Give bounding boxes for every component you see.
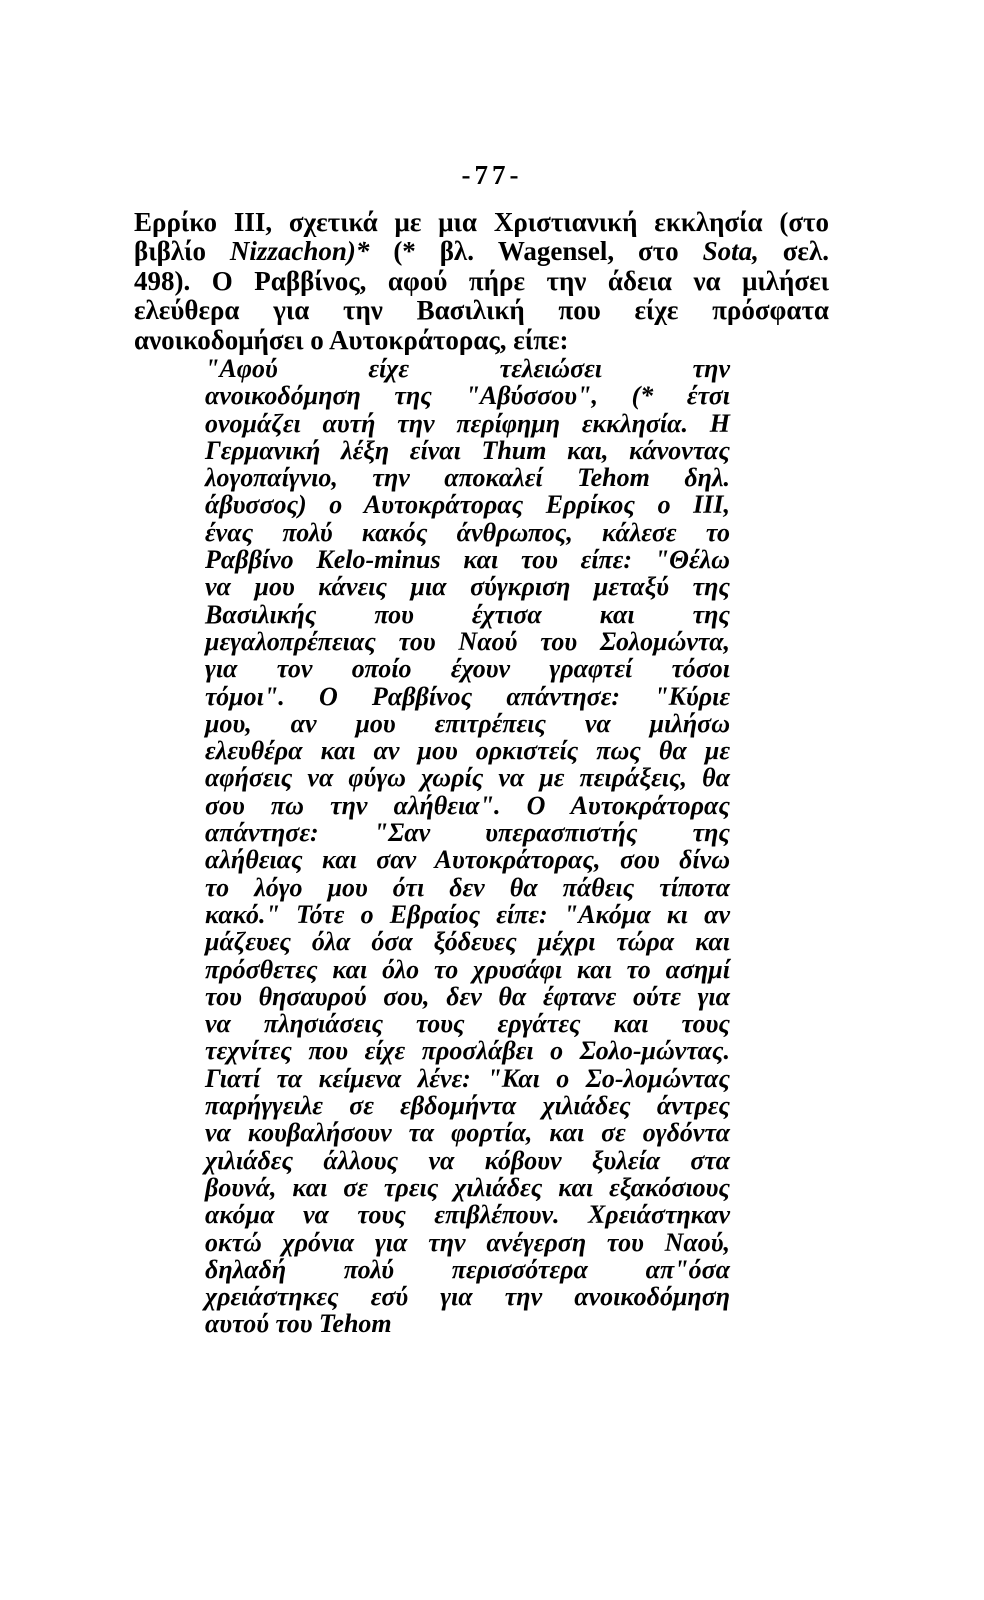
text-run: ανοικοδομήσει ο Αυτοκράτορας, είπε: xyxy=(134,324,569,355)
quote-line xyxy=(205,546,730,573)
quote-line xyxy=(205,1256,730,1283)
intro-line xyxy=(134,267,829,296)
quote-line xyxy=(205,437,730,464)
quote-line xyxy=(205,573,730,600)
text-run: Γερμανική λέξη είναι Thum και, κάνοντας xyxy=(205,435,730,465)
quote-line xyxy=(205,491,730,518)
text-run: αλήθειας και σαν Αυτοκράτορας, σου δίνω xyxy=(205,845,730,875)
quote-line xyxy=(205,983,730,1010)
text-run: πρόσθετες και όλο το χρυσάφι και το ασημί xyxy=(205,954,730,984)
quote-line xyxy=(205,1119,730,1146)
text-run: ανοικοδόμηση της "Αβύσσου", (* έτσι xyxy=(205,381,730,411)
text-run: βουνά, και σε τρεις χιλιάδες και εξακόσιους xyxy=(205,1172,730,1202)
quote-line xyxy=(205,819,730,846)
text-run: κακό." Τότε ο Εβραίος είπε: "Ακόμα κι αν xyxy=(205,899,730,929)
text-run: απάντησε: "Σαν υπερασπιστής της xyxy=(205,818,730,848)
quote-line xyxy=(205,1092,730,1119)
intro-line xyxy=(134,326,829,355)
text-run: σελ. xyxy=(758,236,829,267)
quote-line xyxy=(205,1229,730,1256)
quote-line xyxy=(205,1201,730,1228)
text-run: του θησαυρού σου, δεν θα έφτανε ούτε για xyxy=(205,981,730,1011)
quote-line xyxy=(205,956,730,983)
text-run: αφήσεις να φύγω χωρίς να με πειράξεις, θα xyxy=(205,763,730,793)
quoted-passage xyxy=(205,355,730,1338)
text-run: τεχνίτες που είχε προσλάβει ο Σολο-μώντας. xyxy=(205,1036,730,1066)
text-run: να μου κάνεις μια σύγκριση μεταξύ της xyxy=(205,572,730,602)
quote-line xyxy=(205,710,730,737)
quote-line xyxy=(205,1310,730,1337)
text-run: Ραββίνο Kelo-minus και του είπε: "Θέλω xyxy=(205,545,730,575)
quote-line xyxy=(205,792,730,819)
quote-line xyxy=(205,601,730,628)
quote-line xyxy=(205,683,730,710)
text-run: οκτώ χρόνια για την ανέγερση του Ναού, xyxy=(205,1227,730,1257)
text-run: 498). Ο Ραββίνος, αφού πήρε την άδεια να μιλήσει xyxy=(134,265,829,296)
text-run: χρειάστηκες εσύ για την ανοικοδόμηση xyxy=(205,1282,730,1312)
page-number: -77- xyxy=(461,160,523,190)
text-run: Γιατί τα κείμενα λένε: "Και ο Σο-λομώντας xyxy=(205,1063,730,1093)
text-run: ελεύθερα για την Βασιλική που είχε πρόσφατα xyxy=(134,295,829,326)
text-run: παρήγγειλε σε εβδομήντα χιλιάδες άντρες xyxy=(205,1091,730,1121)
text-run: δηλαδή πολύ περισσότερα απ"όσα xyxy=(205,1254,730,1284)
text-run: "Αφού είχε τελειώσει την xyxy=(205,354,730,383)
text-run: άβυσσος) ο Αυτοκράτορας Ερρίκος ο ΙΙΙ, xyxy=(205,490,730,520)
text-run: ονομάζει αυτή την περίφημη εκκλησία. Η xyxy=(205,408,730,438)
quote-line xyxy=(205,519,730,546)
text-run: ελευθέρα και αν μου ορκιστείς πως θα με xyxy=(205,736,730,766)
text-run: μεγαλοπρέπειας του Ναού του Σολομώντα, xyxy=(205,626,730,656)
quote-line xyxy=(205,901,730,928)
text-run: σου πω την αλήθεια". Ο Αυτοκράτορας xyxy=(205,790,730,820)
text-run: μου, αν μου επιτρέπεις να μιλήσω xyxy=(205,708,730,738)
quote-line xyxy=(205,410,730,437)
intro-paragraph xyxy=(134,208,829,355)
text-run: αυτού του Tehom xyxy=(205,1309,392,1339)
intro-line xyxy=(134,208,829,237)
text-run: χιλιάδες άλλους να κόβουν ξυλεία στα xyxy=(205,1145,730,1175)
intro-line xyxy=(134,296,829,325)
quote-line xyxy=(205,764,730,791)
text-run: το λόγο μου ότι δεν θα πάθεις τίποτα xyxy=(205,872,730,902)
quote-line xyxy=(205,464,730,491)
text-run: (* βλ. Wagensel, στο xyxy=(369,236,703,267)
quote-line xyxy=(205,655,730,682)
text-run: να κουβαλήσουν τα φορτία, και σε ογδόντα xyxy=(205,1118,730,1148)
text-run: Βασιλικής που έχτισα και της xyxy=(205,599,730,629)
text-run: μάζευες όλα όσα ξόδευες μέχρι τώρα και xyxy=(205,927,730,957)
text-run: να πλησιάσεις τους εργάτες και τους xyxy=(205,1009,730,1039)
italic-text-run: Nizzachon)* xyxy=(229,236,370,267)
quote-line xyxy=(205,874,730,901)
quote-line xyxy=(205,737,730,764)
text-run: βιβλίο xyxy=(134,236,230,267)
italic-text-run: Sota, xyxy=(702,236,759,267)
quote-line xyxy=(205,928,730,955)
text-run: λογοπαίγνιο, την αποκαλεί Tehom δηλ. xyxy=(205,463,730,493)
quote-line xyxy=(205,1174,730,1201)
text-run: Ερρίκο ΙΙΙ, σχετικά με μια Χριστιανική εκκλησία (στο xyxy=(134,207,829,237)
text-run: για τον οποίο έχουν γραφτεί τόσοι xyxy=(205,654,730,684)
quote-line xyxy=(205,846,730,873)
quote-line xyxy=(205,1147,730,1174)
quote-line xyxy=(205,1283,730,1310)
quote-line xyxy=(205,1065,730,1092)
quote-line xyxy=(205,1010,730,1037)
text-run: ακόμα να τους επιβλέπουν. Χρειάστηκαν xyxy=(205,1200,730,1230)
quote-line xyxy=(205,628,730,655)
text-run: τόμοι". Ο Ραββίνος απάντησε: "Κύριε xyxy=(205,681,730,711)
quote-line xyxy=(205,355,730,382)
quote-line xyxy=(205,1037,730,1064)
text-run: ένας πολύ κακός άνθρωπος, κάλεσε το xyxy=(205,517,730,547)
intro-line xyxy=(134,237,829,266)
quote-line xyxy=(205,382,730,409)
